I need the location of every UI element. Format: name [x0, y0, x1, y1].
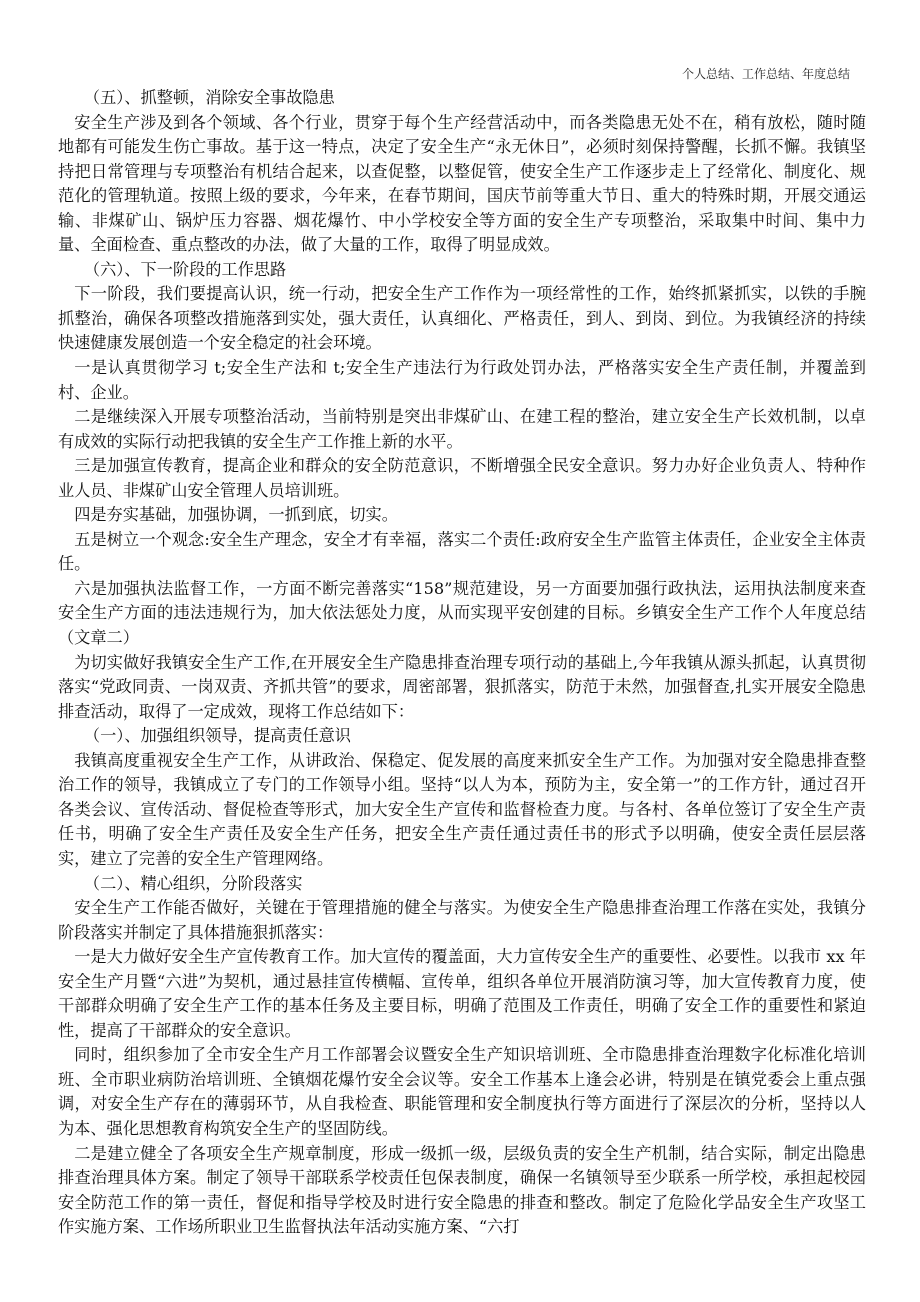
- paragraph: 安全生产工作能否做好，关键在于管理措施的健全与落实。为使安全生产隐患排查治理工作落在实处，我镇分阶段落实并制定了具体措施狠抓落实：: [58, 898, 866, 942]
- paragraph: 一是大力做好安全生产宣传教育工作。加大宣传的覆盖面，大力宣传安全生产的重要性、必要性。以我市 xx 年安全生产月暨“六进”为契机，通过悬挂宣传横幅、宣传单，组织各单位开展消防演习等，加大宣传教育力度，使干部群众明确了安全生产工作的基本任务及主要目标，明确了范围及工作责任，明确了安全工作的重要性和紧迫性，提高了干部群众的安全意识。: [58, 947, 866, 1040]
- paragraph: 同时，组织参加了全市安全生产月工作部署会议暨安全生产知识培训班、全市隐患排查治理数字化标准化培训班、全市职业病防治培训班、全镇烟花爆竹安全会议等。安全工作基本上逢会必讲，特别是在镇党委会上重点强调，对安全生产存在的薄弱环节，从自我检查、职能管理和安全制度执行等方面进行了深层次的分析，坚持以人为本、强化思想教育构筑安全生产的坚固防线。: [58, 1045, 866, 1138]
- section-heading-6: （六）、下一阶段的工作思路: [83, 259, 287, 279]
- paragraph: 六是加强执法监督工作，一方面不断完善落实“158”规范建设，另一方面要加强行政执法，运用执法制度来查安全生产方面的违法违规行为，加大依法惩处力度，从而实现平安创建的目标。乡镇安全生产工作个人年度总结（文章二）: [58, 578, 866, 648]
- paragraph: 下一阶段，我们要提高认识，统一行动，把安全生产工作作为一项经常性的工作，始终抓紧抓实，以铁的手腕抓整治，确保各项整改措施落到实处，强大责任，认真细化、严格责任，到人、到岗、到位。为我镇经济的持续快速健康发展创造一个安全稳定的社会环境。: [58, 284, 866, 353]
- section-heading-1: （一）、加强组织领导，提高责任意识: [83, 726, 351, 746]
- paragraph: 安全生产涉及到各个领域、各个行业，贯穿于每个生产经营活动中，而各类隐患无处不在，稍有放松，随时随地都有可能发生伤亡事故。基于这一特点，决定了安全生产“永无休日”，必须时刻保持警醒，长抓不懈。我镇坚持把日常管理与专项整治有机结合起来，以查促整，以整促管，使安全生产工作逐步走上了经常化、制度化、规范化的管理轨道。按照上级的要求，今年来，在春节期间，国庆节前等重大节日、重大的特殊时期，开展交通运输、非煤矿山、锅炉压力容器、烟花爆竹、中小学校安全等方面的安全生产专项整治，采取集中时间、集中力量、全面检查、重点整改的办法，做了大量的工作，取得了明显成效。: [58, 112, 866, 255]
- document-body: [58, 86, 866, 1240]
- paragraph: 一是认真贯彻学习 t;安全生产法和 t;安全生产违法行为行政处罚办法，严格落实安全生产责任制，并覆盖到村、企业。: [58, 358, 866, 402]
- paragraph: 为切实做好我镇安全生产工作,在开展安全生产隐患排查治理专项行动的基础上,今年我镇从源头抓起，认真贯彻落实“党政同责、一岗双责、齐抓共管”的要求，周密部署，狠抓落实，防范于未然，加强督查,扎实开展安全隐患排查活动，取得了一定成效，现将工作总结如下：: [58, 652, 866, 721]
- paragraph: 二是建立健全了各项安全生产规章制度，形成一级抓一级，层级负责的安全生产机制，结合实际，制定出隐患排查治理具体方案。制定了领导干部联系学校责任包保表制度，确保一名镇领导至少联系一所学校，承担起校园安全防范工作的第一责任，督促和指导学校及时进行安全隐患的排查和整改。制定了危险化学品安全生产攻坚工作实施方案、工作场所职业卫生监督执法年活动实施方案、“六打: [58, 1143, 866, 1237]
- paragraph: 我镇高度重视安全生产工作，从讲政治、保稳定、促发展的高度来抓安全生产工作。为加强对安全隐患排查整治工作的领导，我镇成立了专门的工作领导小组。坚持“以人为本，预防为主，安全第一”的工作方针，通过召开各类会议、宣传活动、督促检查等形式，加大安全生产宣传和监督检查力度。与各村、各单位签订了安全生产责任书，明确了安全生产责任及安全生产任务，把安全生产责任通过责任书的形式予以明确，使安全责任层层落实，建立了完善的安全生产管理网络。: [58, 750, 866, 868]
- paragraph: 五是树立一个观念:安全生产理念，安全才有幸福，落实二个责任:政府安全生产监管主体责任，企业安全主体责任。: [58, 529, 866, 574]
- paragraph: 二是继续深入开展专项整治活动，当前特别是突出非煤矿山、在建工程的整治，建立安全生产长效机制，以卓有成效的实际行动把我镇的安全生产工作推上新的水平。: [58, 407, 866, 451]
- paragraph: 三是加强宣传教育，提高企业和群众的安全防范意识，不断增强全民安全意识。努力办好企业负责人、特种作业人员、非煤矿山安全管理人员培训班。: [58, 456, 866, 500]
- page-header: 个人总结、工作总结、年度总结: [681, 67, 850, 81]
- paragraph: 四是夯实基础，加强协调，一抓到底，切实。: [74, 505, 398, 525]
- section-heading-5: （五）、抓整顿，消除安全事故隐患: [83, 88, 335, 107]
- section-heading-2: （二）、精心组织，分阶段落实: [83, 873, 303, 893]
